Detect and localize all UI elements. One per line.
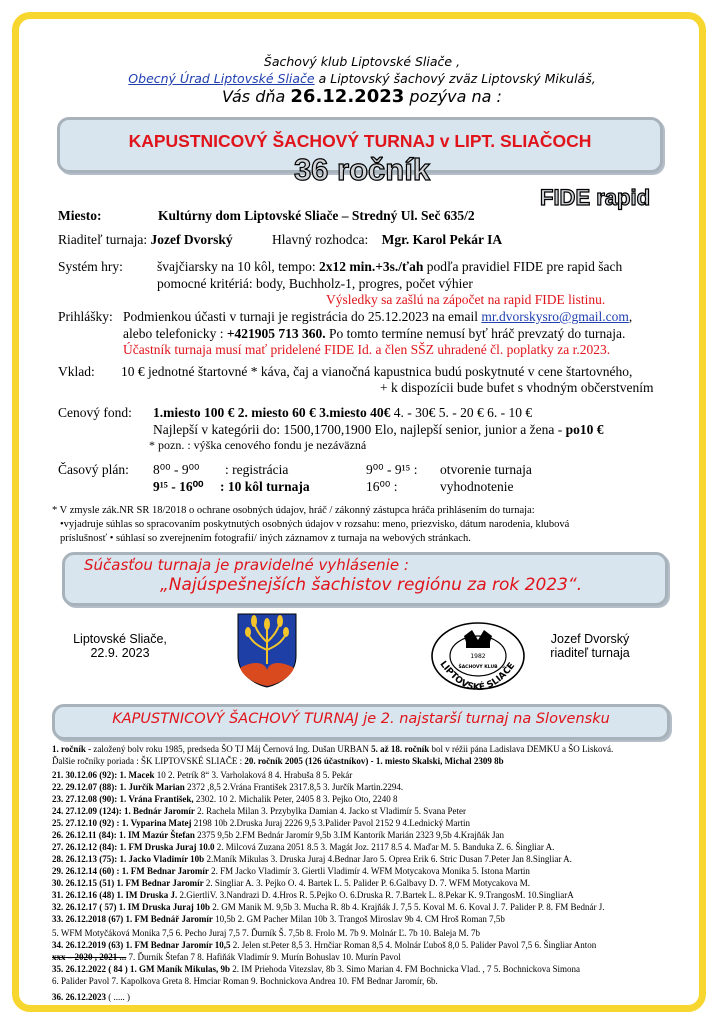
header-line-3 — [0, 86, 724, 107]
history-text2: 2. Rachela Milan 3. Przybylka Damian 4. Jacko st Vladimír 5. Svana Peter — [194, 806, 466, 816]
schedule-time-3: 9¹⁵ - 16⁰⁰ — [153, 479, 204, 494]
history-row — [52, 992, 130, 1003]
history-bold2: 1. Jurčík Marian — [119, 782, 185, 792]
history-text2: 2. GM Manik M. 9,5b 3. Mucha R. 8b 4. Krajňák J. 7,5 5. Koval M. 6. Koval J. 7. Palider P. 8. FM Bednár J. — [210, 902, 605, 912]
gdpr-line-3: príslušnosť • súhlasí so zverejnením fotografií/ iných záznamov z turnaja na webových stránkach. — [60, 533, 471, 544]
history-bold2: 1. Macek — [119, 770, 155, 780]
history-row — [52, 902, 605, 913]
history-text: založený bolv roku 1985, predseda ŠO TJ Máj Černová Ing. Dušan URBAN — [91, 744, 372, 754]
registration-line-1 — [123, 309, 632, 325]
director-label: Riaditeľ turnaja: — [58, 232, 148, 247]
header-line-2 — [0, 71, 724, 86]
fee-line-1: 10 € jednotné štartovné * káva, čaj a vianočná kapustnica budú poskytnuté v cene štartovného, — [121, 364, 633, 379]
history-text2: 7. Ďurník Štefan 7 8. Hafiňák Vladimír 9. Murín Bohuslav 10. Murín Pavol — [126, 952, 401, 962]
history-bold2: 1. IM Mazúr Štefan — [119, 830, 195, 840]
history-no: 31. 26.12.16 (48) — [52, 890, 115, 900]
prize-note: * pozn. : výška cenového fondu je nezáväzná — [149, 438, 367, 452]
history-row — [52, 770, 352, 781]
history-no: 25. 27.12.10 (92) : — [52, 818, 120, 828]
registration-phone-text: alebo telefonicky : — [123, 326, 227, 341]
history-text2: bol v réžii pána Ladislava DEMKU a ŠO Lisková. — [429, 744, 614, 754]
history-no: xxx – 2020 , 2021 ... — [52, 952, 127, 962]
history-text: ( ..... ) — [106, 992, 130, 1002]
club-logo-text: LIPTOVSKÉ SLIAČE — [437, 659, 518, 692]
history-bold2: 1. Bednár Jaromír — [124, 806, 195, 816]
history-no: 34. 26.12.2019 (63) — [52, 940, 124, 950]
series-line-2: „Najúspešnejších šachistov regiónu za rok 2023“. — [160, 575, 583, 595]
tournament-title: KAPUSTNICOVÝ ŠACHOVÝ TURNAJ v LIPT. SLIAČOCH — [128, 131, 592, 151]
history-row — [52, 952, 401, 963]
history-row — [52, 794, 398, 805]
schedule-time-2: 9⁰⁰ - 9¹⁵ : — [366, 462, 418, 477]
history-row — [52, 890, 574, 901]
history-text: 6. Palider Pavol 7. Kapolkova Greta 8. Hmciar Roman 9. Bochnickova Andrea 10. FM Bednar Jaromír, 6b. — [52, 976, 438, 986]
history-bold2: 1. FM Bednar Jaromír 10,5 — [125, 940, 231, 950]
history-row — [52, 878, 530, 889]
gdpr-line-1: * V zmysle zák.NR SR 18/2018 o ochrane osobných údajov, hráč / zákonný zástupca hráča prihlásením do turnaja: — [52, 505, 535, 516]
system-line-2: pomocné kritériá: body, Buchholz-1, progres, počet výhier — [157, 276, 473, 291]
history-no: 33. 26.12.2018 (67) — [52, 914, 124, 924]
gdpr-line-2: •vyjadruje súhlas so spracovaním poskytnutých osobných údajov v rozsahu: meno, priezvisko, dátum narodenia, klubová — [60, 519, 570, 530]
history-bold2: 20. ročník 2005 (126 účastníkov) - 1. miesto Skalski, Michal 2309 8b — [244, 756, 504, 766]
oldest-banner-text: KAPUSTNICOVÝ ŠACHOVÝ TURNAJ je 2. najstarší turnaj na Slovensku — [112, 711, 610, 727]
history-no: 36. 26.12.2023 — [52, 992, 106, 1002]
director-value: Jozef Dvorský — [150, 232, 233, 247]
history-no: 32. 26.12.17 ( 57) — [52, 902, 117, 912]
history-bold2: 5. až 18. ročník — [371, 744, 430, 754]
invite-suffix: pozýva na : — [404, 87, 502, 106]
arbiter-label: Hlavný rozhodca: — [271, 232, 369, 247]
history-row — [52, 964, 580, 975]
history-no: 28. 26.12.13 (75): — [52, 854, 118, 864]
schedule-time-4: 16⁰⁰ : — [366, 479, 398, 494]
arbiter-value: Mgr. Karol Pekár IA — [381, 232, 503, 247]
history-bold2: 1. Jacko Vladimír 10b — [119, 854, 205, 864]
history-row — [52, 782, 403, 793]
history-bold2: 1. IM Druska Juraj 10b — [118, 902, 211, 912]
history-bold2: 1. FM Druska Juraj 10.0 — [119, 842, 215, 852]
club-logo-year: 1982 — [470, 653, 486, 660]
fee-label: Vklad: — [58, 364, 95, 379]
fide-rapid-label: FIDE rapid — [540, 185, 651, 210]
history-bold2: 1. Vrána František, — [119, 794, 194, 804]
prize-label: Cenový fond: — [58, 405, 132, 420]
history-row — [52, 940, 596, 951]
system-tempo: 2x12 min.+3s./ťah — [318, 259, 424, 274]
registration-email-link[interactable]: mr.dvorskysro@gmail.com — [481, 309, 629, 324]
header-line-1 — [0, 54, 724, 69]
venue-label: Miesto: — [58, 208, 102, 223]
event-date: 26.12.2023 — [290, 86, 405, 107]
prize-line-1 — [153, 405, 532, 421]
director-row — [58, 232, 502, 248]
history-no: 21. 30.12.06 (92): — [52, 770, 118, 780]
schedule-event-2: otvorenie turnaja — [440, 462, 532, 477]
history-no: 35. 26.12.2022 ( 84 ) — [52, 964, 128, 974]
history-text2: 2302. 10 2. Michalik Peter, 2405 8 3. Pejko Oto, 2240 8 — [193, 794, 398, 804]
registration-line-2 — [123, 326, 625, 342]
registration-deadline-note: Po tomto termíne nemusí byť hráč prevzatý do turnaja. — [325, 326, 626, 341]
history-text2: 2. Jelen st.Peter 8,5 3. Hrnčiar Roman 8,5 4. Molnár Ľuboš 8,0 5. Palider Pavol 7,5 6. Šingliar Anton — [230, 940, 597, 950]
signature-name: Jozef Dvorský — [550, 632, 630, 646]
system-label: Systém hry: — [58, 259, 123, 274]
history-row — [52, 842, 554, 853]
schedule-time-1: 8⁰⁰ - 9⁰⁰ — [153, 462, 200, 477]
prize-categories: Najlepší v kategórii do: 1500,1700,1900 Elo, najlepší senior, junior a žena - — [153, 422, 566, 437]
signature-date: 22.9. 2023 — [90, 646, 150, 660]
coat-of-arms-icon — [236, 612, 298, 688]
history-text: 5. WFM Motyčáková Monika 7,5 6. Pecho Juraj 7,5 7. Ďurník Š. 7,5b 8. Frolo M. 7b 9. Molnár Ľ. 7b 10. Baleja M. 7b — [52, 928, 481, 938]
schedule-event-3: : 10 kôl turnaja — [220, 479, 310, 494]
history-text2: 2198 10b 2.Druska Juraj 2226 9,5 3.Palider Pavol 2152 9 4.Lednický Martin — [191, 818, 470, 828]
history-row — [52, 744, 613, 755]
system-rules: podľa pravidiel FIDE pre rapid šach — [423, 259, 623, 274]
prize-category-amount: po10 € — [565, 422, 604, 437]
history-bold2: 1. FM Bednar Jaromír — [121, 866, 209, 876]
place-date-block — [70, 632, 170, 660]
registration-email-comma: , — [628, 309, 633, 324]
history-text2: 2375 9,5b 2.FM Bednár Jaromír 9,5b 3.IM Kantorík Marián 2323 9,5b 4.Krajňák Jan — [194, 830, 505, 840]
history-no: 26. 26.12.11 (84): — [52, 830, 117, 840]
history-no: 23. 27.12.08 (90): — [52, 794, 118, 804]
prize-other-places: 4. - 30€ 5. - 20 € 6. - 10 € — [390, 405, 533, 420]
history-text2: 10 2. Petrík 8“ 3. Varholaková 8 4. Hrabuša 8 5. Pekár — [154, 770, 353, 780]
system-text: švajčiarsky na 10 kôl, tempo: — [157, 259, 319, 274]
history-no: 29. 26.12.14 (60) : — [52, 866, 120, 876]
history-bold2: 1. FM Bednar Jaromír — [116, 878, 204, 888]
edition-number: 36 ročník — [293, 152, 431, 187]
history-no: 30. 26.12.15 (51) — [52, 878, 115, 888]
venue-row — [58, 208, 475, 224]
history-bold2: 1. GM Maník Mikulas, 9b — [130, 964, 231, 974]
history-text2: 2. Singliar A. 3. Pejko O. 4. Bartek L. 5. Palider P. 6.Galbavy D. 7. WFM Motycakova M. — [203, 878, 530, 888]
history-row — [52, 818, 470, 829]
prize-line-2 — [153, 422, 604, 438]
history-text2: 2.GiertliV. 3.Nandrazi D. 4.Hros R. 5.Pejko O. 6.Druska R. 7.Bartek L. 8.Pekar K. 9.TrangosM. 10.SingliarA — [177, 890, 574, 900]
history-bold2: 1. IM Druska J. — [116, 890, 178, 900]
header-line-2-rest: a Liptovský šachový zväz Liptovský Mikuláš, — [314, 71, 596, 86]
history-row — [52, 866, 530, 877]
fee-line-2: + k dispozícii bude bufet s vhodným občerstvením — [380, 380, 654, 395]
registration-text: Podmienkou účasti v turnaji je registrácia do 25.12.2023 na email — [123, 309, 482, 324]
signature-place: Liptovské Sliače, — [73, 632, 167, 646]
series-line-1: Súčasťou turnaja je pravidelné vyhlásenie : — [84, 556, 409, 574]
history-text: Ďalšie ročníky poriada : ŠK LIPTOVSKÉ SLIAČE : — [52, 756, 245, 766]
system-line-1 — [157, 259, 622, 275]
invite-prefix: Vás dňa — [222, 87, 291, 106]
history-row — [52, 806, 466, 817]
history-row — [52, 830, 504, 841]
history-no: 22. 29.12.07 (88): — [52, 782, 118, 792]
history-bold2: 1. Vyparina Matej — [121, 818, 192, 828]
history-bold2: 1. FM Bednář Jaromír — [125, 914, 213, 924]
history-row — [52, 854, 572, 865]
municipality-link[interactable]: Obecný Úrad Liptovské Sliače — [128, 71, 315, 86]
club-name: Šachový klub Liptovské Sliače , — [263, 54, 461, 69]
history-text2: 10,5b 2. GM Pacher Milan 10b 3. Trangoš Miroslav 9b 4. CM Hroš Roman 7,5b — [212, 914, 505, 924]
history-text2: 2372 ,8,5 2.Vrána František 2317.8,5 3. Jurčík Martin.2294. — [184, 782, 404, 792]
prize-top-places: 1.miesto 100 € 2. miesto 60 € 3.miesto 40€ — [153, 405, 391, 420]
history-text2: 2.Maník Mikulas 3. Druska Juraj 4.Bednar Jaro 5. Oprea Erik 6. Stric Dusan 7.Peter Jan 8.Singliar A. — [204, 854, 572, 864]
registration-label: Prihlášky: — [58, 309, 113, 324]
history-text2: 2. FM Jacko Vladimír 3. Giertli Vladimír 4. WFM Motycakova Monika 5. Istona Martin — [208, 866, 530, 876]
history-row — [52, 928, 480, 939]
history-row — [52, 756, 504, 767]
schedule-event-1: : registrácia — [225, 462, 289, 477]
system-line-3: Výsledky sa zašlú na zápočet na rapid FIDE listinu. — [326, 292, 606, 307]
history-row — [52, 976, 438, 987]
venue-value: Kultúrny dom Liptovské Sliače – Stredný Ul. Seč 635/2 — [158, 208, 475, 223]
chess-club-logo — [428, 612, 528, 692]
schedule-event-4: vyhodnotenie — [440, 479, 514, 494]
registration-phone: +421905 713 360. — [226, 326, 326, 341]
history-text2: 2. Milcová Zuzana 2051 8.5 3. Magát Joz. 2117 8.5 4. Maďar M. 5. Banduka Z. 6. Šingliar A. — [214, 842, 555, 852]
history-no: 27. 26.12.12 (84): — [52, 842, 118, 852]
history-no: 24. 27.12.09 (124): — [52, 806, 122, 816]
schedule-label: Časový plán: — [58, 462, 129, 477]
signature-role: riaditeľ turnaja — [550, 646, 630, 660]
club-logo-inner-text: ŠACHOVÝ KLUB — [458, 665, 498, 670]
history-no: 1. ročník - — [52, 744, 92, 754]
registration-line-3: Účastník turnaja musí mať pridelené FIDE Id. a člen SŠZ uhradené čl. poplatky za r.2023. — [123, 342, 611, 357]
history-row — [52, 914, 505, 925]
history-text2: 2. IM Priehoda Vitezslav, 8b 3. Simo Marian 4. FM Bochnicka Vlad. , 7 5. Bochnickova Simona — [230, 964, 581, 974]
director-signature-block — [520, 632, 660, 660]
